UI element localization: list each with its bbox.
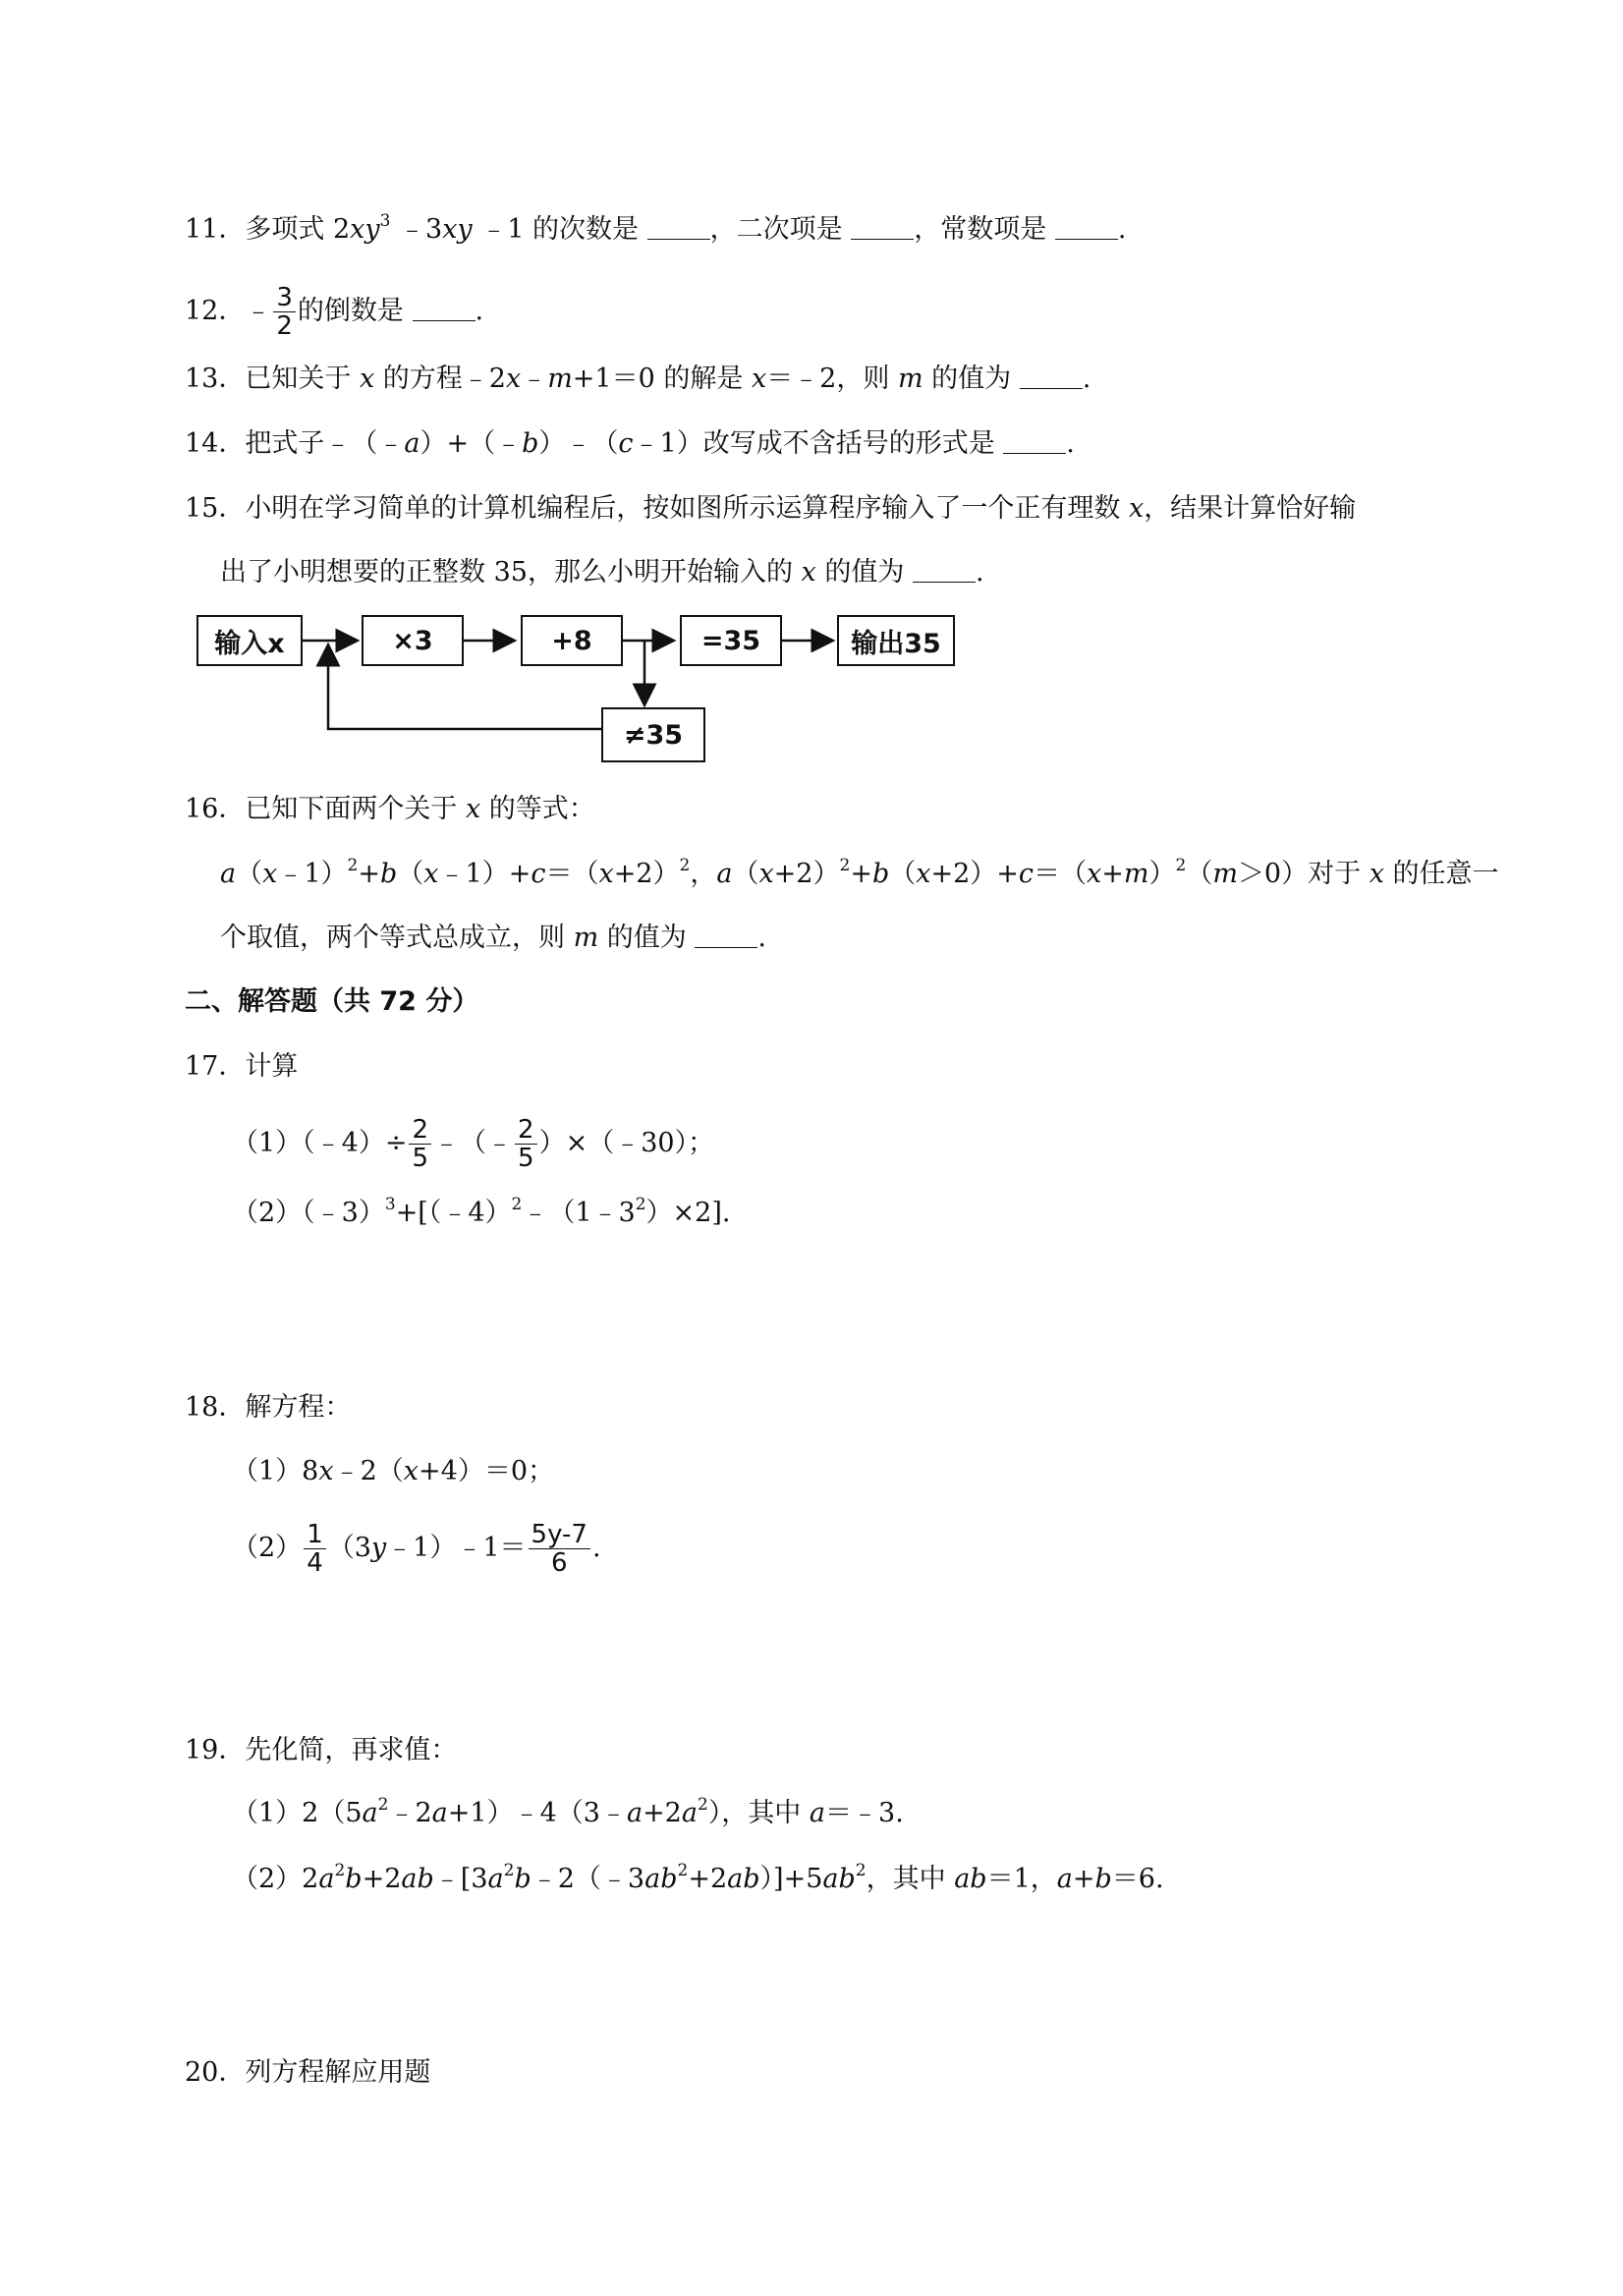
question-15-line-2: 出了小明想要的正整数 35，那么小明开始输入的 x 的值为 . [220,557,984,588]
exponent: 2 [839,856,851,875]
math-text: （1）2（5 [232,1798,363,1828]
question-19-part-2 [232,1860,1164,1899]
math-text: ﹣1）+ [438,859,532,889]
math-variable: x [262,859,278,889]
math-text: （2）2 [232,1864,319,1894]
math-text: +2）+ [930,859,1019,889]
question-17-part-1: （1）（﹣4）÷ $\frac{2}{5}$ ﹣（﹣ $\frac{2}{5}$ ）×（﹣30）； [232,1115,715,1173]
math-variable: x [423,859,439,889]
math-variable: b [379,859,398,889]
math-variable: a [809,1798,826,1828]
math-text: 的任意一 [1383,859,1499,889]
math-variable: ab [401,1864,434,1894]
math-text: + [1101,859,1124,889]
math-text: （ [732,859,759,889]
math-text: +2 [362,1864,402,1894]
question-16-line-1: 16．已知下面两个关于 x 的等式： [185,794,595,824]
math-text: +1）﹣4（3﹣ [447,1798,627,1828]
math-text: （ [236,859,263,889]
section-heading: 二、解答题（共 72 分） [185,986,479,1017]
question-number: 14． [185,428,246,459]
question-number: 12． [185,296,246,326]
flowchart-output-box: 输出35 [837,615,955,666]
fraction: $\frac{2}{5}$ [515,1116,537,1172]
question-18-part-2: （2） $\frac{1}{4}$ （3y﹣1）﹣1＝ $\frac{5y-7}{6}$ . [232,1520,601,1578]
math-text: ， [690,859,717,889]
flowchart-times3-box: ×3 [362,615,464,666]
question-18: 18．解方程： [185,1392,352,1423]
math-text: ﹣2（﹣3 [531,1864,645,1894]
math-text: （ [397,859,424,889]
question-number: 15． [185,493,246,524]
question-11: 11．多项式 $2xy^3$ ﹣3xy ﹣1 的次数是 ，二次项是 ，常数项是 . [185,211,1127,245]
exponent: 2 [677,1861,689,1880]
exponent: 2 [377,1795,389,1815]
math-variable: a [487,1864,504,1894]
question-14: 14．把式子﹣（﹣a）+（﹣b）﹣（c﹣1）改写成不含括号的形式是 . [185,428,1075,459]
math-text: ） [1148,859,1176,889]
question-12: 12．﹣ $\frac{3}{2}$ 的倒数是 . [185,283,484,341]
math-variable: x [916,859,931,889]
exponent: 2 [855,1861,867,1880]
fraction: $\frac{5y-7}{6}$ [529,1521,590,1577]
question-number: 17． [185,1051,246,1082]
question-number: 16． [185,794,246,824]
question-number: 20． [185,2057,246,2088]
math-text: ＞0）对于 [1237,859,1370,889]
exponent: 2 [679,856,691,875]
math-variable: a [626,1798,644,1828]
question-13: 13．已知关于 x 的方程﹣2x﹣m+1＝0 的解是 x＝﹣2，则 m 的值为 . [185,364,1091,394]
answer-blank [695,925,757,948]
question-19: 19．先化简，再求值： [185,1735,458,1765]
exponent: 2 [347,856,359,875]
math-variable: m [1212,859,1238,889]
question-number: 11． [185,214,246,245]
fraction: $\frac{3}{2}$ [273,284,296,340]
math-variable: a [318,1864,335,1894]
math-text: ＝1， [986,1864,1057,1894]
flowchart-connectors [0,0,1623,786]
math-text: + [850,859,872,889]
math-variable: x [1087,859,1102,889]
math-text: ﹣[3 [433,1864,488,1894]
math-variable: x [1369,859,1384,889]
math-text: ﹣2 [388,1798,432,1828]
question-16-line-3: 个取值，两个等式总成立，则 m 的值为 . [220,923,766,953]
math-variable: a [362,1798,378,1828]
math-variable: ab [644,1864,678,1894]
math-variable: a [220,859,237,889]
exponent: 2 [1175,856,1187,875]
question-number: 18． [185,1392,246,1423]
math-text: + [358,859,380,889]
math-variable: b [871,859,890,889]
math-variable: a [1056,1864,1073,1894]
question-17: 17．计算 [185,1051,299,1082]
math-variable: x [758,859,774,889]
math-variable: ab [727,1864,760,1894]
math-text: +2 [688,1864,728,1894]
fraction: $\frac{2}{5}$ [409,1116,431,1172]
math-text: ），其中 [707,1798,810,1828]
math-text: ＝（ [1034,859,1088,889]
math-text: + [1072,1864,1095,1894]
flowchart-ne35-box: ≠35 [601,707,705,762]
math-text: +2） [613,859,680,889]
math-variable: m [1123,859,1149,889]
math-variable: b [514,1864,532,1894]
math-text: ）]+5 [759,1864,823,1894]
math-variable: a [716,859,733,889]
math-text: ＝6. [1111,1864,1164,1894]
math-variable: ab [822,1864,856,1894]
math-variable: b [1094,1864,1112,1894]
math-text: ，其中 [866,1864,955,1894]
question-17-part-2: $(2)(﹣3)^3+[(﹣4)^2﹣(1﹣3^2)\times 2]$. [232,1195,731,1228]
question-20: 20．列方程解应用题 [185,2057,431,2088]
math-variable: c [531,859,546,889]
question-number: 13． [185,364,246,394]
question-18-part-1: （1）8x﹣2（x+4）＝0； [232,1456,554,1486]
math-text: +2 [643,1798,682,1828]
exponent: 2 [334,1861,346,1880]
question-19-part-1 [232,1794,904,1833]
math-text: （ [889,859,917,889]
math-variable: c [1018,859,1035,889]
math-text: （ [1186,859,1213,889]
fraction: $\frac{1}{4}$ [304,1521,326,1577]
flowchart-input-box: 输入x [196,615,303,666]
math-text: +2） [773,859,840,889]
math-variable: ab [954,1864,987,1894]
flowchart-plus8-box: +8 [521,615,623,666]
math-text: ＝（ [545,859,599,889]
math-variable: x [598,859,614,889]
math-text: ﹣1） [277,859,348,889]
question-15-line-1: 15．小明在学习简单的计算机编程后，按如图所示运算程序输入了一个正有理数 x，结果计算恰好输 [185,493,1357,524]
question-16-line-2 [220,855,1499,894]
math-text: ＝﹣3. [825,1798,904,1828]
exponent: 2 [503,1861,515,1880]
exponent: 2 [697,1795,708,1815]
math-variable: a [431,1798,448,1828]
math-variable: b [345,1864,363,1894]
question-number: 19． [185,1735,246,1765]
math-variable: a [681,1798,698,1828]
flowchart-eq35-box: =35 [680,615,782,666]
